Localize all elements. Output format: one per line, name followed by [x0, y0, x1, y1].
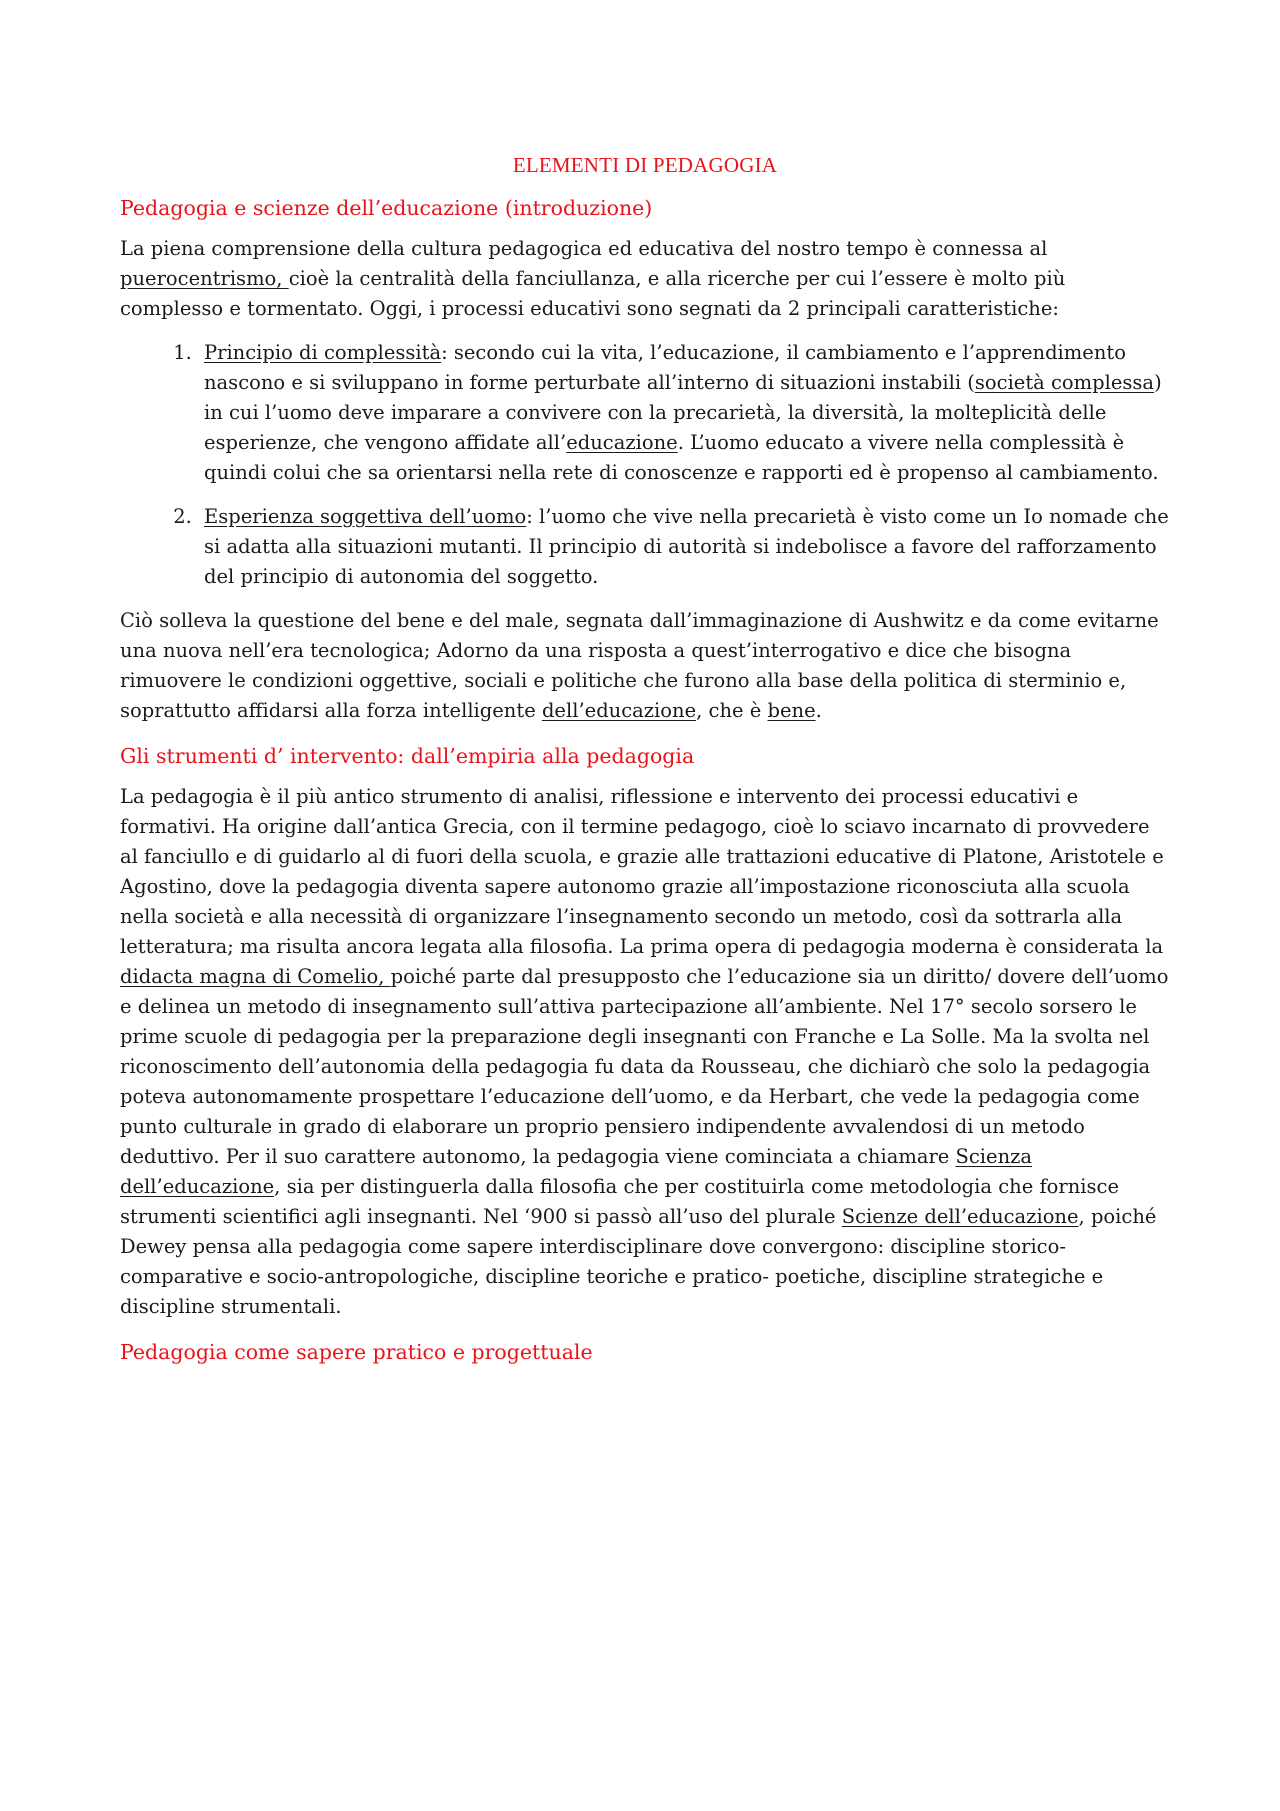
section-heading-sapere-pratico: Pedagogia come sapere pratico e progettuale	[120, 1340, 593, 1364]
document-title: ELEMENTI DI PEDAGOGIA	[512, 153, 778, 177]
paragraph-intro: La piena comprensione della cultura pedagogica ed educativa del nostro tempo è connessa al puerocentrismo, cioè la centralità della fanciullanza, e alla ricerche per cui l’essere è molto più complesso e tormentato. Oggi, i processi educativi sono segnati da 2 principali caratteristiche:	[120, 237, 1066, 320]
list-item-complessita: 1. Principio di complessità: secondo cui la vita, l’educazione, il cambiamento e l’apprendimento nascono e si sviluppano in forme perturbate all’interno di situazioni instabili (società complessa) in cui l’uomo deve imparare a convivere con la precarietà, la diversità, la molteplicità delle esperienze, che vengono affidate all’educazione. L’uomo educato a vivere nella complessità è quindi colui che sa orientarsi nella rete di conoscenze e rapporti ed è propenso al cambiamento.	[198, 338, 1170, 488]
section-heading-introduzione: Pedagogia e scienze dell’educazione (introduzione)	[120, 196, 653, 220]
characteristics-list	[120, 338, 1170, 592]
term-puerocentrismo: puerocentrismo,	[120, 267, 289, 290]
paragraph-storia-pedagogia: La pedagogia è il più antico strumento di analisi, riflessione e intervento dei processi educativi e formativi. Ha origine dall’antica Grecia, con il termine pedagogo, cioè lo sciavo incarnato di provvedere al fanciullo e di guidarlo al di fuori della scuola, e grazie alle trattazioni educative di Platone, Aristotele e Agostino, dove la pedagogia diventa sapere autonomo grazie all’impostazione riconosciuta alla scuola nella società e alla necessità di organizzare l’insegnamento secondo un metodo, così da sottrarla alla letteratura; ma risulta ancora legata alla filosofia. La prima opera di pedagogia moderna è considerata la didacta magna di Comelio, poiché parte dal presupposto che l’educazione sia un diritto/ dovere dell’uomo e delinea un metodo di insegnamento sull’attiva partecipazione all’ambiente. Nel 17° secolo sorsero le prime scuole di pedagogia per la preparazione degli insegnanti con Franche e La Solle. Ma la svolta nel riconoscimento dell’autonomia della pedagogia fu data da Rousseau, che dichiarò che solo la pedagogia poteva autonomamente prospettare l’educazione dell’uomo, e da Herbart, che vede la pedagogia come punto culturale in grado di elaborare un proprio pensiero indipendente avvalendosi di un metodo deduttivo. Per il suo carattere autonomo, la pedagogia viene cominciata a chiamare Scienza dell’educazione, sia per distinguerla dalla filosofia che per costituirla come metodologia che fornisce strumenti scientifici agli insegnanti. Nel ‘900 si passò all’uso del plurale Scienze dell’educazione, poiché Dewey pensa alla pedagogia come sapere interdisciplinare dove convergono: discipline storico-comparative e socio-antropologiche, discipline teoriche e pratico- poetiche, discipline strategiche e discipline strumentali.	[120, 785, 1169, 1318]
document-page	[120, 150, 1170, 1378]
section-heading-strumenti: Gli strumenti d’ intervento: dall’empiria alla pedagogia	[120, 744, 695, 768]
paragraph-bene-male: Ciò solleva la questione del bene e del male, segnata dall’immaginazione di Aushwitz e da come evitarne una nuova nell’era tecnologica; Adorno da una risposta a quest’interrogativo e dice che bisogna rimuovere le condizioni oggettive, sociali e politiche che furono alla base della politica di sterminio e, soprattutto affidarsi alla forza intelligente dell’educazione, che è bene.	[120, 609, 1159, 722]
list-item-esperienza: 2. Esperienza soggettiva dell’uomo: l’uomo che vive nella precarietà è visto come un Io nomade che si adatta alla situazioni mutanti. Il principio di autorità si indebolisce a favore del rafforzamento del principio di autonomia del soggetto.	[198, 502, 1170, 592]
